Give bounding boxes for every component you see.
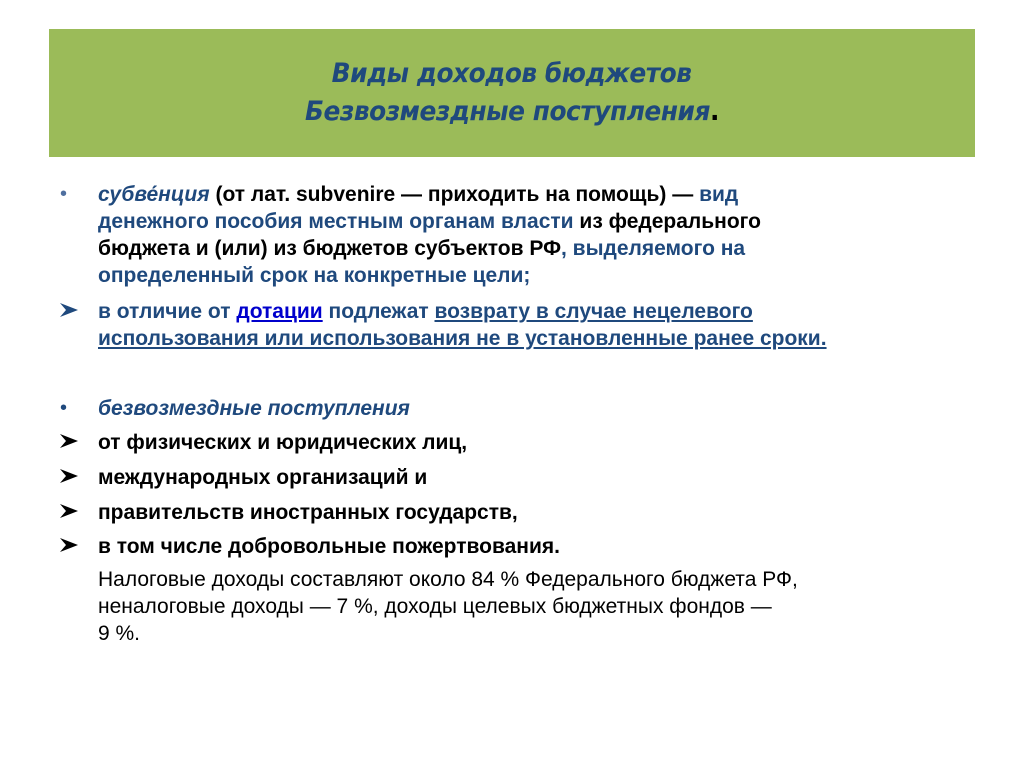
subvention-line-4 [98, 262, 530, 289]
subvention-allocated: , выделяемого на [561, 237, 746, 260]
gratuitous-heading: безвозмездные поступления [98, 397, 410, 420]
subvention-line-3 [98, 235, 745, 262]
arrow-bullet-icon [60, 464, 78, 491]
gratuitous-item: от физических и юридических лиц, [98, 431, 468, 454]
subvention-def-start: вид [699, 183, 739, 206]
gratuitous-item: правительств иностранных государств, [98, 501, 518, 524]
title-banner [49, 29, 975, 157]
arrow-bullet-icon [60, 533, 78, 560]
dotation-return-underlined: возврату в случае нецелевого [434, 300, 753, 323]
title-line-2-text: Безвозмездные поступления [305, 96, 710, 127]
subvention-line-2 [98, 208, 761, 235]
subvention-purpose: определенный срок на конкретные цели; [98, 264, 531, 287]
subvention-etymology: (от лат. subvenire — приходить на помощь) — [209, 183, 700, 206]
subvention-term: субве́нция [98, 183, 210, 206]
revenue-share-line-3: 9 %. [98, 622, 141, 645]
dot-bullet-icon: • [60, 397, 68, 419]
dotation-line-2 [98, 325, 827, 352]
title-period: . [709, 96, 719, 127]
revenue-share-line-2: неналоговые доходы — 7 %, доходы целевых бюджетных фондов — [98, 595, 772, 618]
arrow-bullet-icon [60, 499, 78, 526]
dotation-link[interactable]: дотации [236, 300, 323, 323]
arrow-bullet-icon [60, 298, 78, 325]
dot-bullet-icon: • [60, 183, 68, 205]
dotation-return-underlined-2: использования или использования не в установленные ранее сроки. [98, 327, 827, 350]
dotation-pre: в отличие от [98, 300, 237, 323]
arrow-bullet-icon [60, 429, 78, 456]
subvention-def-blue: денежного пособия местным органам власти [98, 210, 574, 233]
title-line-1: Виды доходов бюджетов [332, 58, 692, 89]
title-line-2 [305, 93, 719, 131]
dotation-mid: подлежат [322, 300, 435, 323]
subvention-line-1 [98, 181, 738, 208]
subvention-source: бюджета и (или) из бюджетов субъектов РФ [98, 237, 562, 260]
dotation-line-1 [98, 298, 753, 325]
gratuitous-item: международных организаций и [98, 466, 428, 489]
revenue-share-line-1: Налоговые доходы составляют около 84 % Федерального бюджета РФ, [98, 568, 798, 591]
subvention-def-black: из федерального [573, 210, 761, 233]
gratuitous-item: в том числе добровольные пожертвования. [98, 535, 560, 558]
